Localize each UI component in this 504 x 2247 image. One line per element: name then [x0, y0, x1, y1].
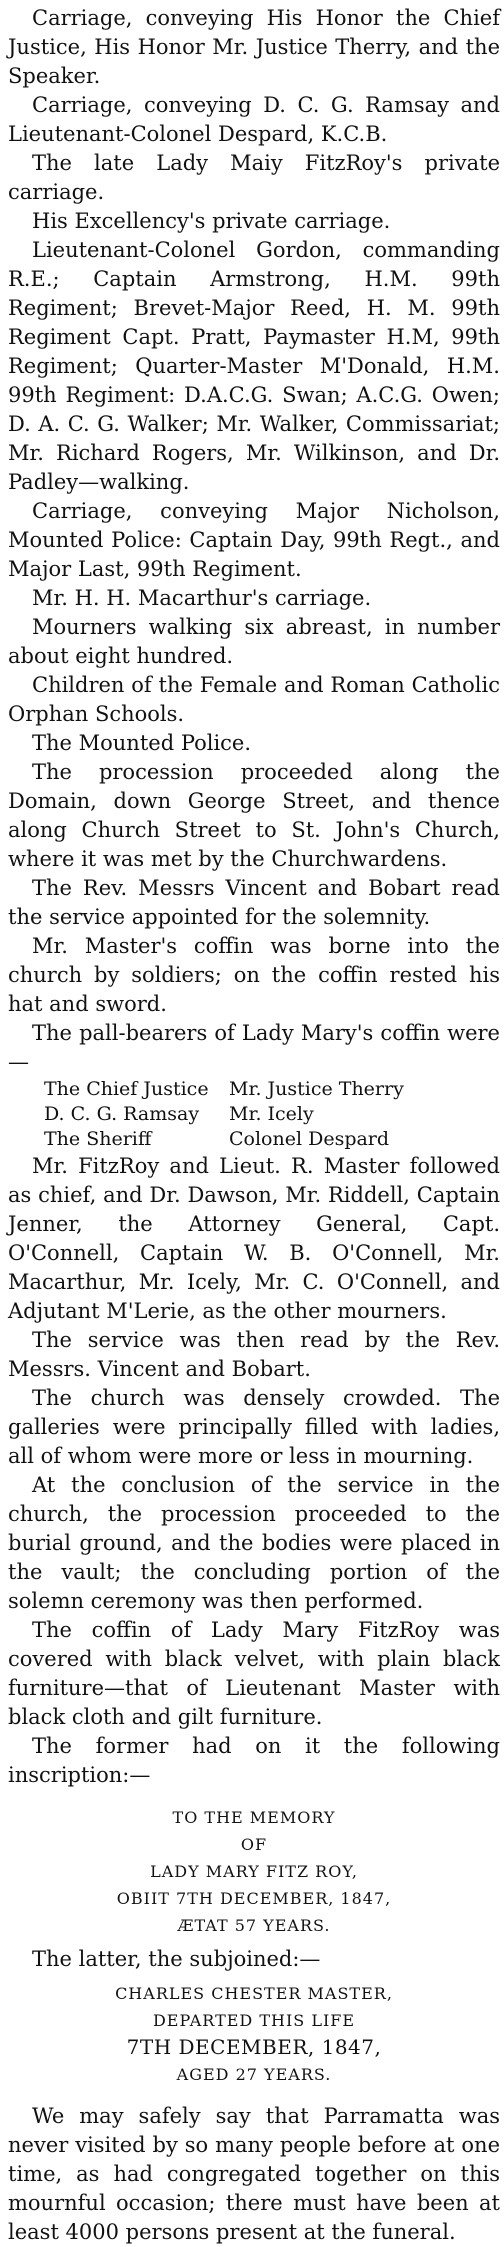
paragraph-mourners: Mourners walking six abreast, in number about eight hundred. — [8, 615, 500, 668]
paragraph-orphan-schools: Children of the Female and Roman Catholic Orphan Schools. — [8, 673, 500, 726]
paragraph-chief-justice-carriage: Carriage, conveying His Honor the Chief Justice, His Honor Mr. Justice Therry, and the Speaker. — [8, 6, 500, 88]
inscription-line: DEPARTED THIS LIFE — [152, 2011, 356, 2030]
paragraph-closing: We may safely say that Parramatta was never visited by so many people before at one time, as had congregated together on this mournful occasion; there must have been at least 4000 persons present at the funeral. — [8, 2104, 500, 2244]
paragraph-pall-bearers-intro: The pall-bearers of Lady Mary's coffin were— — [8, 1021, 500, 1074]
paragraph-macarthur-carriage: Mr. H. H. Macarthur's carriage. — [32, 586, 372, 610]
inscription-line: OF — [240, 1835, 268, 1854]
inscription-line: AGED 27 YEARS. — [176, 2065, 332, 2084]
inscription-line: LADY MARY FITZ ROY, — [150, 1862, 358, 1881]
paragraph-excellency-carriage: His Excellency's private carriage. — [32, 209, 391, 233]
inscription-charles-master — [8, 1980, 500, 2088]
paragraph-mounted-police: The Mounted Police. — [32, 731, 252, 755]
paragraph-chief-mourners: Mr. FitzRoy and Lieut. R. Master followed as chief, and Dr. Dawson, Mr. Riddell, Captain Jenner, the Attorney General, Capt. O'Connell, Captain W. B. O'Connell, Mr. Macarthur, Mr. Icely, Mr. C. O'Connell, and Adjutant M'Lerie, as the other mourners. — [8, 1154, 500, 1323]
paragraph-coffin-description: The coffin of Lady Mary FitzRoy was covered with black velvet, with plain black furniture—that of Lieutenant Master with black cloth and gilt furniture. — [8, 1618, 500, 1729]
paragraph-lady-mary-carriage: The late Lady Maiy FitzRoy's private carriage. — [8, 151, 500, 204]
paragraph-burial-ground: At the conclusion of the service in the church, the procession proceeded to the burial ground, and the bodies were placed in the vault; the concluding portion of the solemn ceremony was then performed. — [8, 1473, 500, 1613]
inscription-lady-mary — [8, 1804, 500, 1939]
pall-bearer: Mr. Justice Therry — [229, 1078, 404, 1100]
pall-bearers-list — [44, 1077, 500, 1152]
pall-bearer: Colonel Despard — [229, 1128, 390, 1150]
inscription-line: 7TH DECEMBER, 1847, — [126, 2035, 382, 2059]
paragraph-latter-intro: The latter, the subjoined:— — [32, 1947, 321, 1971]
pall-bearer: The Chief Justice — [44, 1078, 209, 1100]
paragraph-ramsay-carriage: Carriage, conveying D. C. G. Ramsay and Lieutenant-Colonel Despard, K.C.B. — [8, 93, 500, 146]
paragraph-officers-walking: Lieutenant-Colonel Gordon, commanding R.E.; Captain Armstrong, H.M. 99th Regiment; Brevet-Major Reed, H. M. 99th Regiment Capt. Pratt, Paymaster H.M, 99th Regiment; Quarter-Master M'Donald, H.M. 99th Regiment: D.A.C.G. Swan; A.C.G. Owen; D. A. C. G. Walker; Mr. Walker, Commissariat; Mr. Richard Rogers, Mr. Wilkinson, and Dr. Padley—walking. — [8, 238, 500, 494]
paragraph-nicholson-carriage: Carriage, conveying Major Nicholson, Mounted Police: Captain Day, 99th Regt., and Major Last, 99th Regiment. — [8, 499, 500, 581]
inscription-line: TO THE MEMORY — [172, 1808, 336, 1827]
pall-bearer: The Sheriff — [44, 1128, 152, 1150]
pall-bearer: Mr. Icely — [229, 1103, 314, 1125]
inscription-line: OBIIT 7TH DECEMBER, 1847, — [116, 1889, 392, 1908]
inscription-line: CHARLES CHESTER MASTER, — [115, 1984, 393, 2003]
inscription-line: ÆTAT 57 YEARS. — [177, 1916, 331, 1935]
paragraph-service-again: The service was then read by the Rev. Messrs. Vincent and Bobart. — [8, 1328, 500, 1381]
paragraph-church-crowded: The church was densely crowded. The galleries were principally filled with ladies, all of whom were more or less in mourning. — [8, 1386, 500, 1468]
pall-bearer: D. C. G. Ramsay — [44, 1103, 200, 1125]
paragraph-procession-route: The procession proceeded along the Domain, down George Street, and thence along Church Street to St. John's Church, where it was met by the Churchwardens. — [8, 760, 500, 871]
paragraph-service-read: The Rev. Messrs Vincent and Bobart read the service appointed for the solemnity. — [8, 876, 500, 929]
paragraph-master-coffin: Mr. Master's coffin was borne into the church by soldiers; on the coffin rested his hat and sword. — [8, 934, 500, 1016]
paragraph-inscription-intro: The former had on it the following inscription:— — [8, 1734, 500, 1787]
